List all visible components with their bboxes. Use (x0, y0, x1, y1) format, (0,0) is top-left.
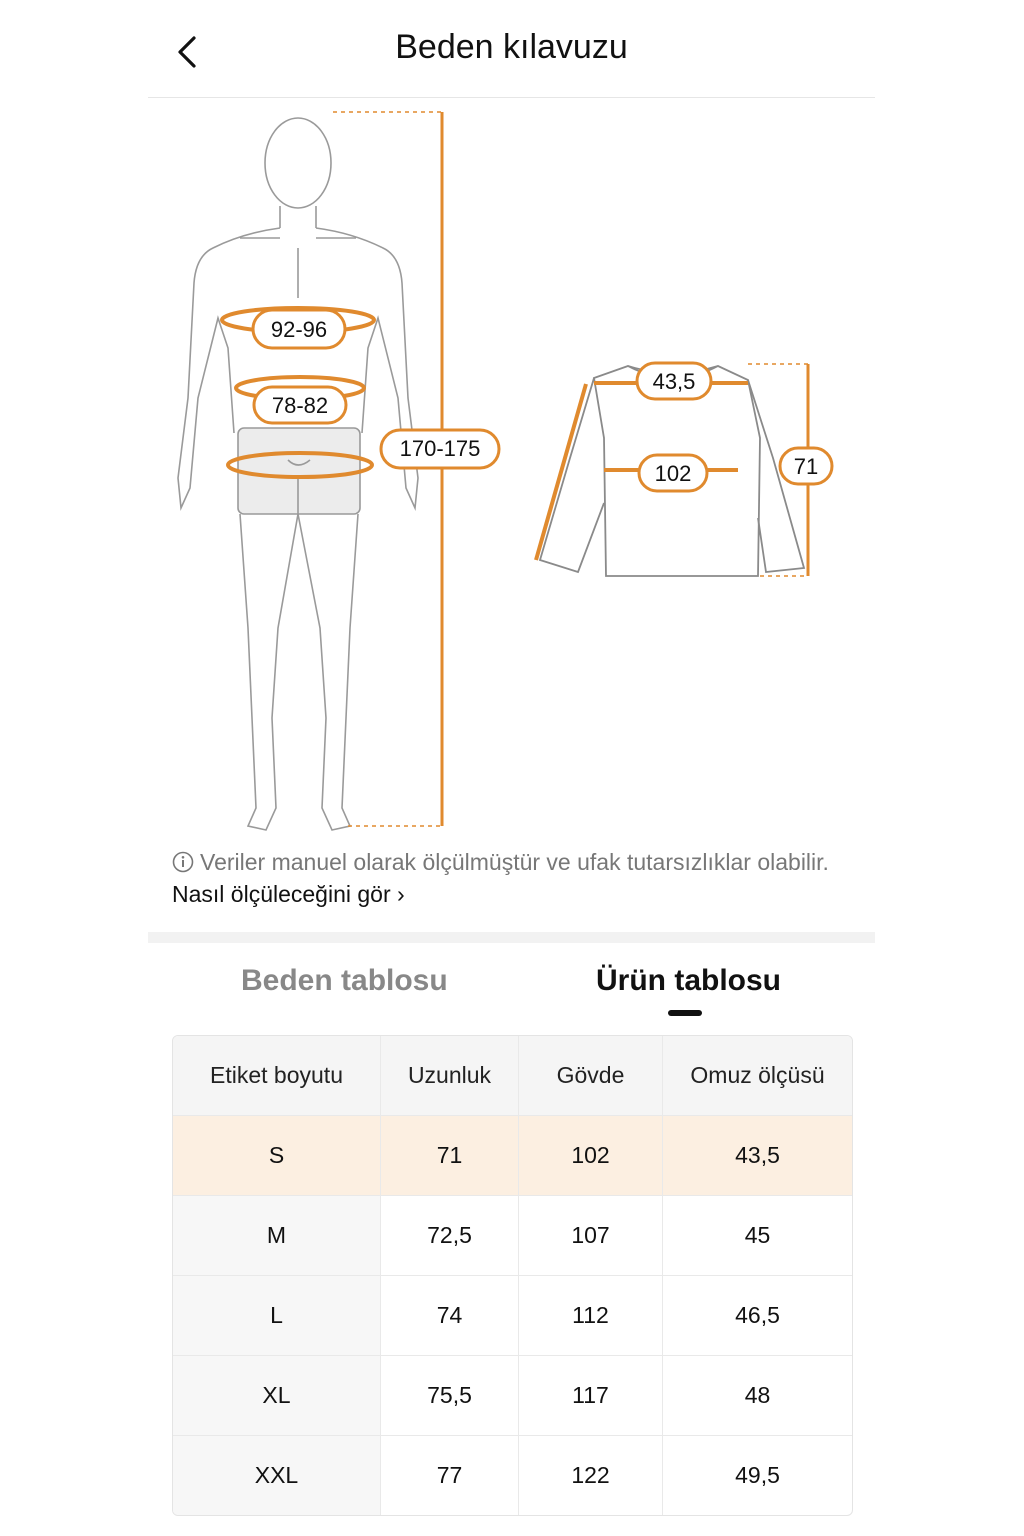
header-length: Uzunluk (381, 1036, 519, 1116)
svg-text:92-96: 92-96 (270, 317, 328, 342)
svg-text:78-82: 78-82 (271, 393, 329, 418)
body-figure (178, 118, 418, 830)
cell-size: XXL (173, 1436, 381, 1515)
cell-shoulder: 48 (663, 1356, 852, 1436)
chest-label (253, 310, 345, 348)
how-to-measure-link[interactable]: Nasıl ölçüleceğini gör › (172, 881, 405, 907)
cell-length: 74 (381, 1276, 519, 1356)
cell-length: 71 (381, 1116, 519, 1196)
cell-body: 122 (519, 1436, 663, 1515)
tab-product-chart[interactable]: Ürün tablosu (596, 964, 781, 997)
svg-text:102: 102 (654, 461, 692, 486)
section-divider (148, 932, 875, 943)
table-row (173, 1116, 852, 1196)
cell-shoulder: 46,5 (663, 1276, 852, 1356)
garment-length-label (780, 448, 832, 484)
waist-label (254, 387, 346, 423)
cell-body: 102 (519, 1116, 663, 1196)
info-icon (172, 851, 194, 873)
page-title: Beden kılavuzu (395, 28, 628, 66)
table-row (173, 1276, 852, 1356)
cell-length: 72,5 (381, 1196, 519, 1276)
measurement-illustration (148, 98, 875, 838)
size-table (172, 1035, 853, 1516)
header-body: Gövde (519, 1036, 663, 1116)
table-row (173, 1196, 852, 1276)
cell-size: L (173, 1276, 381, 1356)
garment-shoulder-label (637, 363, 711, 399)
cell-size: S (173, 1116, 381, 1196)
height-label (381, 430, 499, 468)
cell-shoulder: 45 (663, 1196, 852, 1276)
note-text: Veriler manuel olarak ölçülmüştür ve ufak tutarsızlıklar olabilir. (200, 849, 829, 875)
svg-text:170-175: 170-175 (399, 436, 481, 461)
cell-length: 77 (381, 1436, 519, 1515)
header-shoulder: Omuz ölçüsü (663, 1036, 852, 1116)
cell-size: M (173, 1196, 381, 1276)
cell-size: XL (173, 1356, 381, 1436)
table-row (173, 1356, 852, 1436)
garment-chest-label (639, 455, 707, 491)
header-label-size: Etiket boyutu (173, 1036, 381, 1116)
svg-text:43,5: 43,5 (652, 369, 696, 394)
measurement-note (172, 846, 832, 910)
cell-shoulder: 43,5 (663, 1116, 852, 1196)
table-header-row (173, 1036, 852, 1116)
svg-text:71: 71 (793, 454, 819, 479)
cell-body: 107 (519, 1196, 663, 1276)
table-row (173, 1436, 852, 1515)
cell-body: 112 (519, 1276, 663, 1356)
cell-length: 75,5 (381, 1356, 519, 1436)
tab-size-chart[interactable]: Beden tablosu (241, 964, 448, 997)
active-tab-indicator (668, 1010, 702, 1016)
top-bar (148, 0, 875, 98)
chevron-right-icon: › (397, 881, 405, 907)
cell-shoulder: 49,5 (735, 1462, 780, 1488)
cell-body: 117 (519, 1356, 663, 1436)
